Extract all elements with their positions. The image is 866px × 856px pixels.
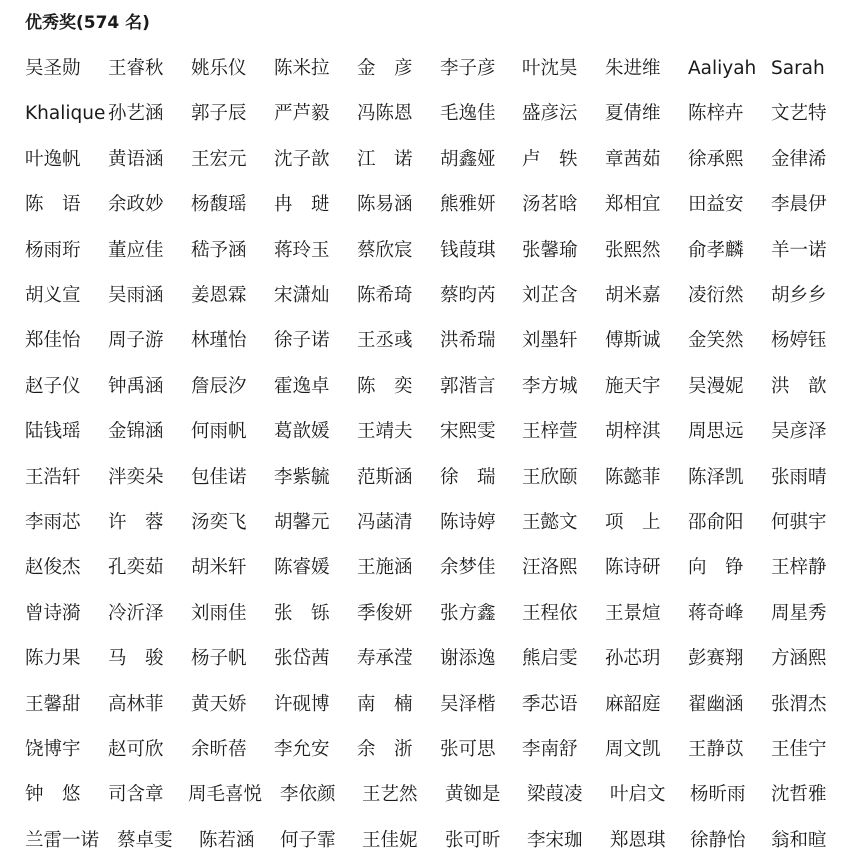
student-name: 刘墨轩: [522, 330, 578, 352]
student-name: 蔡昀芮: [440, 285, 496, 306]
student-name: 冷沂泽: [108, 602, 164, 624]
student-name: 余 浙: [357, 739, 413, 760]
student-name: 钱葭琪: [440, 239, 496, 261]
student-name: 姜恩霖: [191, 285, 247, 306]
student-name: 文艺特: [771, 103, 827, 125]
student-name: 寿承滢: [357, 648, 413, 670]
student-name: 高林菲: [108, 693, 164, 715]
student-name: 周毛喜悦: [188, 784, 263, 806]
student-name: 施天宇: [605, 375, 661, 397]
student-name: 张 铄: [274, 602, 330, 624]
student-name: 胡米嘉: [605, 285, 661, 306]
name-row: [0, 417, 866, 447]
student-name: 詹辰汐: [191, 375, 247, 397]
student-name: 胡乡乡: [771, 285, 827, 306]
student-name: 董应佳: [108, 239, 164, 261]
name-row: [0, 99, 866, 129]
student-name: 王睿秋: [108, 58, 164, 79]
student-name: 王丞彧: [357, 330, 413, 352]
student-name: 胡鑫娅: [440, 148, 496, 170]
student-name: 张可昕: [445, 829, 501, 851]
student-name: Sarah: [771, 58, 825, 79]
student-name: 王宏元: [191, 148, 247, 170]
student-name: 王佳妮: [362, 829, 418, 851]
student-name: 毛逸佳: [440, 103, 496, 125]
student-name: 葛歆媛: [274, 421, 330, 443]
student-name: 凌衍然: [688, 285, 744, 306]
student-name: 包佳诺: [191, 466, 247, 488]
name-row: [0, 553, 866, 583]
student-name: 嵇予涵: [191, 239, 247, 261]
name-row: [0, 54, 866, 84]
student-name: 王梓静: [771, 557, 827, 579]
student-name: 徐承熙: [688, 148, 744, 170]
student-name: 王程依: [522, 602, 578, 624]
student-name: 兰雷一诺: [25, 829, 100, 851]
student-name: 金 彦: [357, 58, 413, 79]
student-name: 吴漫妮: [688, 375, 744, 397]
student-name: 李晨伊: [771, 194, 827, 216]
student-name: 王浩轩: [25, 466, 81, 488]
student-name: 杨子帆: [191, 648, 247, 670]
student-name: 李南舒: [522, 739, 578, 760]
student-name: 杨雨珩: [25, 239, 81, 261]
student-name: 金笑然: [688, 330, 744, 352]
student-name: 赵俊杰: [25, 557, 81, 579]
student-name: 黄天娇: [191, 693, 247, 715]
student-name: 谢添逸: [440, 648, 496, 670]
student-name: 陈易涵: [357, 194, 413, 216]
student-name: 陈梓卉: [688, 103, 744, 125]
student-name: 江 诺: [357, 148, 413, 170]
student-name: 梁葭凌: [527, 784, 583, 806]
student-name: 余梦佳: [440, 557, 496, 579]
student-name: 朱进维: [605, 58, 661, 79]
student-name: 吴泽楷: [440, 693, 496, 715]
student-name: 沈子歆: [274, 148, 330, 170]
student-name: 陈米拉: [274, 58, 330, 79]
name-row: [0, 463, 866, 493]
student-name: 孙芯玥: [605, 648, 661, 670]
student-name: 泮奕朵: [108, 466, 164, 488]
student-name: 熊雅妍: [440, 194, 496, 216]
student-name: 张渭杰: [771, 693, 827, 715]
student-name: 陈希琦: [357, 285, 413, 306]
student-name: 叶逸帆: [25, 148, 81, 170]
student-name: 孔奕茹: [108, 557, 164, 579]
student-name: 徐静怡: [690, 829, 746, 851]
student-name: 周文凯: [605, 739, 661, 760]
student-name: 冯菡清: [357, 512, 413, 533]
student-name: 黄语涵: [108, 148, 164, 170]
student-name: 黄铷是: [445, 784, 501, 806]
student-name: 王静苡: [688, 739, 744, 760]
student-name: 沈哲雅: [771, 784, 827, 806]
student-name: 金律浠: [771, 148, 827, 170]
student-name: 郑相宜: [605, 194, 661, 216]
student-name: 何骐宇: [771, 512, 827, 533]
student-name: 刘雨佳: [191, 602, 247, 624]
student-name: 张馨瑜: [522, 239, 578, 261]
student-name: 严芦毅: [274, 103, 330, 125]
student-name: 季芯语: [522, 693, 578, 715]
student-name: 王靖夫: [357, 421, 413, 443]
student-name: 蔡卓雯: [117, 829, 173, 851]
student-name: 吴雨涵: [108, 285, 164, 306]
name-row: [0, 236, 866, 266]
student-name: 陈 奕: [357, 375, 413, 397]
student-name: 陈若涵: [199, 829, 255, 851]
student-name: 傅斯诚: [605, 330, 661, 352]
student-name: 郭湝言: [440, 375, 496, 397]
student-name: 赵可欣: [108, 739, 164, 760]
student-name: 郑恩琪: [610, 829, 666, 851]
student-name: 吴彦泽: [771, 421, 827, 443]
student-name: 李紫毓: [274, 466, 330, 488]
student-name: 马 骏: [108, 648, 164, 670]
student-name: 姚乐仪: [191, 58, 247, 79]
student-name: 汤茗晗: [522, 194, 578, 216]
student-name: 何子霏: [280, 829, 336, 851]
student-name: 蒋奇峰: [688, 602, 744, 624]
student-name: 刘芷含: [522, 285, 578, 306]
name-row: [0, 190, 866, 220]
student-name: 夏倩维: [605, 103, 661, 125]
student-name: 洪希瑞: [440, 330, 496, 352]
student-name: 王懿文: [522, 512, 578, 533]
student-name: 徐 瑞: [440, 466, 496, 488]
student-name: 霍逸卓: [274, 375, 330, 397]
student-name: 许砚博: [274, 693, 330, 715]
student-name: 陈泽凯: [688, 466, 744, 488]
student-name: 胡梓淇: [605, 421, 661, 443]
student-name: 徐子诺: [274, 330, 330, 352]
award-heading: 优秀奖(574 名): [25, 13, 150, 33]
name-row: [0, 145, 866, 175]
student-name: 彭赛翔: [688, 648, 744, 670]
student-name: 林瑾怡: [191, 330, 247, 352]
name-row: [0, 780, 866, 810]
student-name: 陈睿媛: [274, 557, 330, 579]
student-name: 王馨甜: [25, 693, 81, 715]
name-row: [0, 826, 866, 856]
student-name: 章茜茹: [605, 148, 661, 170]
student-name: 饶博宇: [25, 739, 81, 760]
name-row: [0, 326, 866, 356]
student-name: 周星秀: [771, 602, 827, 624]
student-name: 邵俞阳: [688, 512, 744, 533]
student-name: 季俊妍: [357, 602, 413, 624]
name-row: [0, 735, 866, 765]
student-name: 翟幽涵: [688, 693, 744, 715]
student-name: 冉 琎: [274, 194, 330, 216]
name-row: [0, 281, 866, 311]
student-name: 羊一诺: [771, 239, 827, 261]
student-name: 蔡欣宸: [357, 239, 413, 261]
student-name: 田益安: [688, 194, 744, 216]
student-name: 陆钱瑶: [25, 421, 81, 443]
student-name: 李雨芯: [25, 512, 81, 533]
student-name: 何雨帆: [191, 421, 247, 443]
student-name: 项 上: [605, 512, 661, 533]
student-name: 孙艺涵: [108, 103, 164, 125]
student-name: 王景煊: [605, 602, 661, 624]
student-name: 周子游: [108, 330, 164, 352]
student-name: Khalique: [25, 103, 106, 125]
student-name: 范斯涵: [357, 466, 413, 488]
name-row: [0, 508, 866, 538]
student-name: 王梓萱: [522, 421, 578, 443]
student-name: 陈 语: [25, 194, 81, 216]
student-name: 王佳宁: [771, 739, 827, 760]
student-name: 王欣颐: [522, 466, 578, 488]
student-name: 王艺然: [362, 784, 418, 806]
student-name: 李方城: [522, 375, 578, 397]
student-name: 余政妙: [108, 194, 164, 216]
student-name: 卢 轶: [522, 148, 578, 170]
student-name: 陈诗婷: [440, 512, 496, 533]
student-name: 张岱茜: [274, 648, 330, 670]
student-name: 李宋珈: [527, 829, 583, 851]
student-name: 汪洛熙: [522, 557, 578, 579]
student-name: 王施涵: [357, 557, 413, 579]
student-name: 方涵熙: [771, 648, 827, 670]
student-name: 吴圣勋: [25, 58, 81, 79]
student-name: 俞孝麟: [688, 239, 744, 261]
student-name: 杨馥瑶: [191, 194, 247, 216]
student-name: 叶启文: [610, 784, 666, 806]
student-name: 张方鑫: [440, 602, 496, 624]
student-name: 胡馨元: [274, 512, 330, 533]
student-name: 陈力果: [25, 648, 81, 670]
name-row: [0, 372, 866, 402]
student-name: 郭子辰: [191, 103, 247, 125]
student-name: 钟 悠: [25, 784, 81, 806]
student-name: 宋熙雯: [440, 421, 496, 443]
student-name: 杨昕雨: [690, 784, 746, 806]
student-name: 郑佳怡: [25, 330, 81, 352]
name-row: [0, 599, 866, 629]
student-name: 许 蓉: [108, 512, 164, 533]
student-name: 洪 歆: [771, 375, 827, 397]
student-name: Aaliyah: [688, 58, 757, 79]
name-row: [0, 690, 866, 720]
student-name: 叶沈昊: [522, 58, 578, 79]
student-name: 汤奕飞: [191, 512, 247, 533]
student-name: 曾诗漪: [25, 602, 81, 624]
student-name: 向 铮: [688, 557, 744, 579]
student-name: 李依颜: [280, 784, 336, 806]
student-name: 张可思: [440, 739, 496, 760]
student-name: 翁和暄: [771, 829, 827, 851]
student-name: 麻韶庭: [605, 693, 661, 715]
student-name: 熊启雯: [522, 648, 578, 670]
student-name: 杨婷钰: [771, 330, 827, 352]
student-name: 盛彦沄: [522, 103, 578, 125]
student-name: 司含章: [108, 784, 164, 806]
student-name: 陈诗研: [605, 557, 661, 579]
student-name: 李子彦: [440, 58, 496, 79]
student-name: 宋潇灿: [274, 285, 330, 306]
student-name: 蒋玲玉: [274, 239, 330, 261]
student-name: 金锦涵: [108, 421, 164, 443]
student-name: 胡义宣: [25, 285, 81, 306]
student-name: 赵子仪: [25, 375, 81, 397]
student-name: 南 楠: [357, 693, 413, 715]
student-name: 胡米轩: [191, 557, 247, 579]
name-row: [0, 644, 866, 674]
student-name: 陈懿菲: [605, 466, 661, 488]
student-name: 余昕蓓: [191, 739, 247, 760]
student-name: 张熙然: [605, 239, 661, 261]
student-name: 钟禹涵: [108, 375, 164, 397]
student-name: 冯陈恩: [357, 103, 413, 125]
student-name: 周思远: [688, 421, 744, 443]
student-name: 李允安: [274, 739, 330, 760]
student-name: 张雨晴: [771, 466, 827, 488]
